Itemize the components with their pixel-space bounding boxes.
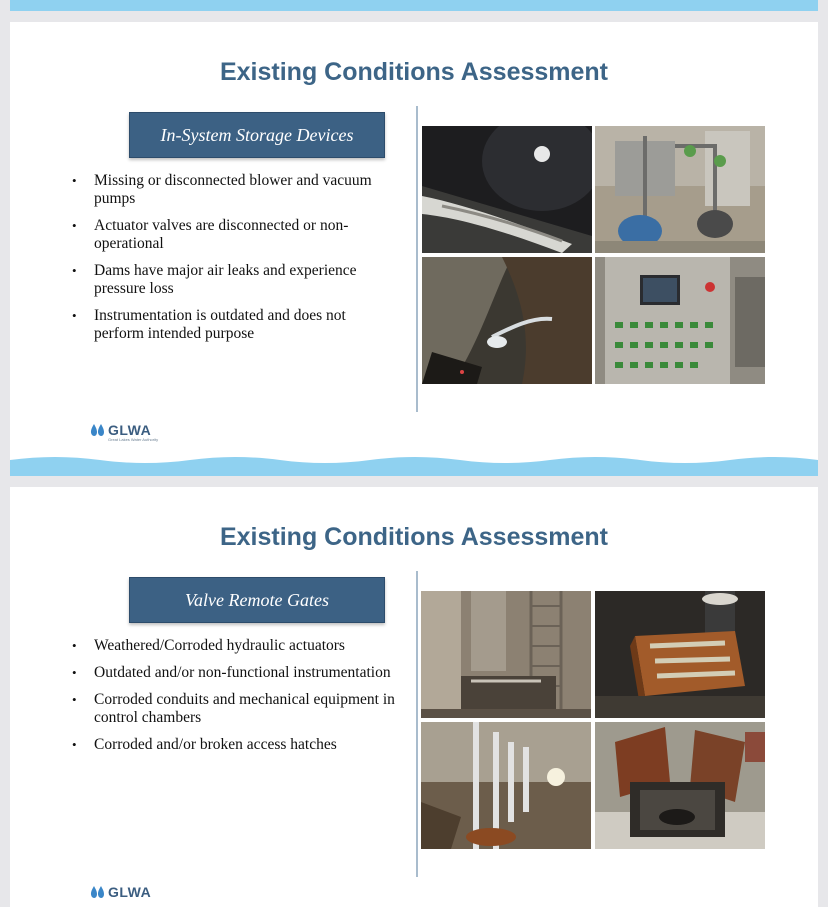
bullet-item: • Dams have major air leaks and experience pressure loss	[72, 262, 357, 297]
bullet-item: • Corroded and/or broken access hatches	[72, 736, 337, 753]
bullet-icon: •	[72, 173, 77, 188]
slide-2[interactable]	[10, 487, 818, 907]
bullet-icon: •	[72, 308, 77, 323]
logo-tagline: Great Lakes Water Authority	[108, 437, 159, 442]
photo-control-panel	[595, 257, 765, 384]
vertical-divider	[416, 106, 418, 412]
bullet-icon: •	[72, 665, 77, 680]
slide-title: Existing Conditions Assessment	[219, 523, 609, 551]
bullet-icon: •	[72, 737, 77, 752]
photo-corroded-actuator	[595, 591, 765, 718]
bullet-item: • Outdated and/or non-functional instrumentation	[72, 664, 391, 681]
photo-gate-chamber	[421, 591, 591, 718]
footer-wave	[10, 454, 818, 476]
bullet-item: • Corroded conduits and mechanical equipment in control chambers	[72, 691, 395, 726]
photo-broken-hatch	[595, 722, 765, 849]
slide-title: Existing Conditions Assessment	[219, 58, 609, 86]
slide-1[interactable]	[10, 22, 818, 476]
bullet-icon: •	[72, 692, 77, 707]
glwa-logo	[90, 884, 151, 900]
photo-blower-pumps	[595, 126, 765, 253]
bullet-list	[68, 637, 398, 763]
water-drop-icon	[90, 423, 106, 437]
photo-dam-leak	[422, 257, 592, 384]
section-header: Valve Remote Gates	[129, 577, 385, 623]
bullet-icon: •	[72, 263, 77, 278]
bullet-icon: •	[72, 218, 77, 233]
photo-pipe-interior	[422, 126, 592, 253]
logo-name: GLWA	[108, 884, 152, 900]
previous-slide-footer-wave	[10, 0, 818, 11]
bullet-item: • Instrumentation is outdated and does not perform intended purpose	[72, 307, 346, 342]
vertical-divider	[416, 571, 418, 877]
bullet-list	[68, 172, 398, 352]
bullet-item: • Weathered/Corroded hydraulic actuators	[72, 637, 345, 654]
bullet-item: • Missing or disconnected blower and vacuum pumps	[72, 172, 372, 207]
water-drop-icon	[90, 885, 106, 899]
logo-name: GLWA	[108, 422, 152, 438]
glwa-logo	[90, 422, 159, 442]
section-header: In-System Storage Devices	[129, 112, 385, 158]
bullet-icon: •	[72, 638, 77, 653]
photo-corroded-conduits	[421, 722, 591, 849]
bullet-item: • Actuator valves are disconnected or non-operational	[72, 217, 349, 252]
